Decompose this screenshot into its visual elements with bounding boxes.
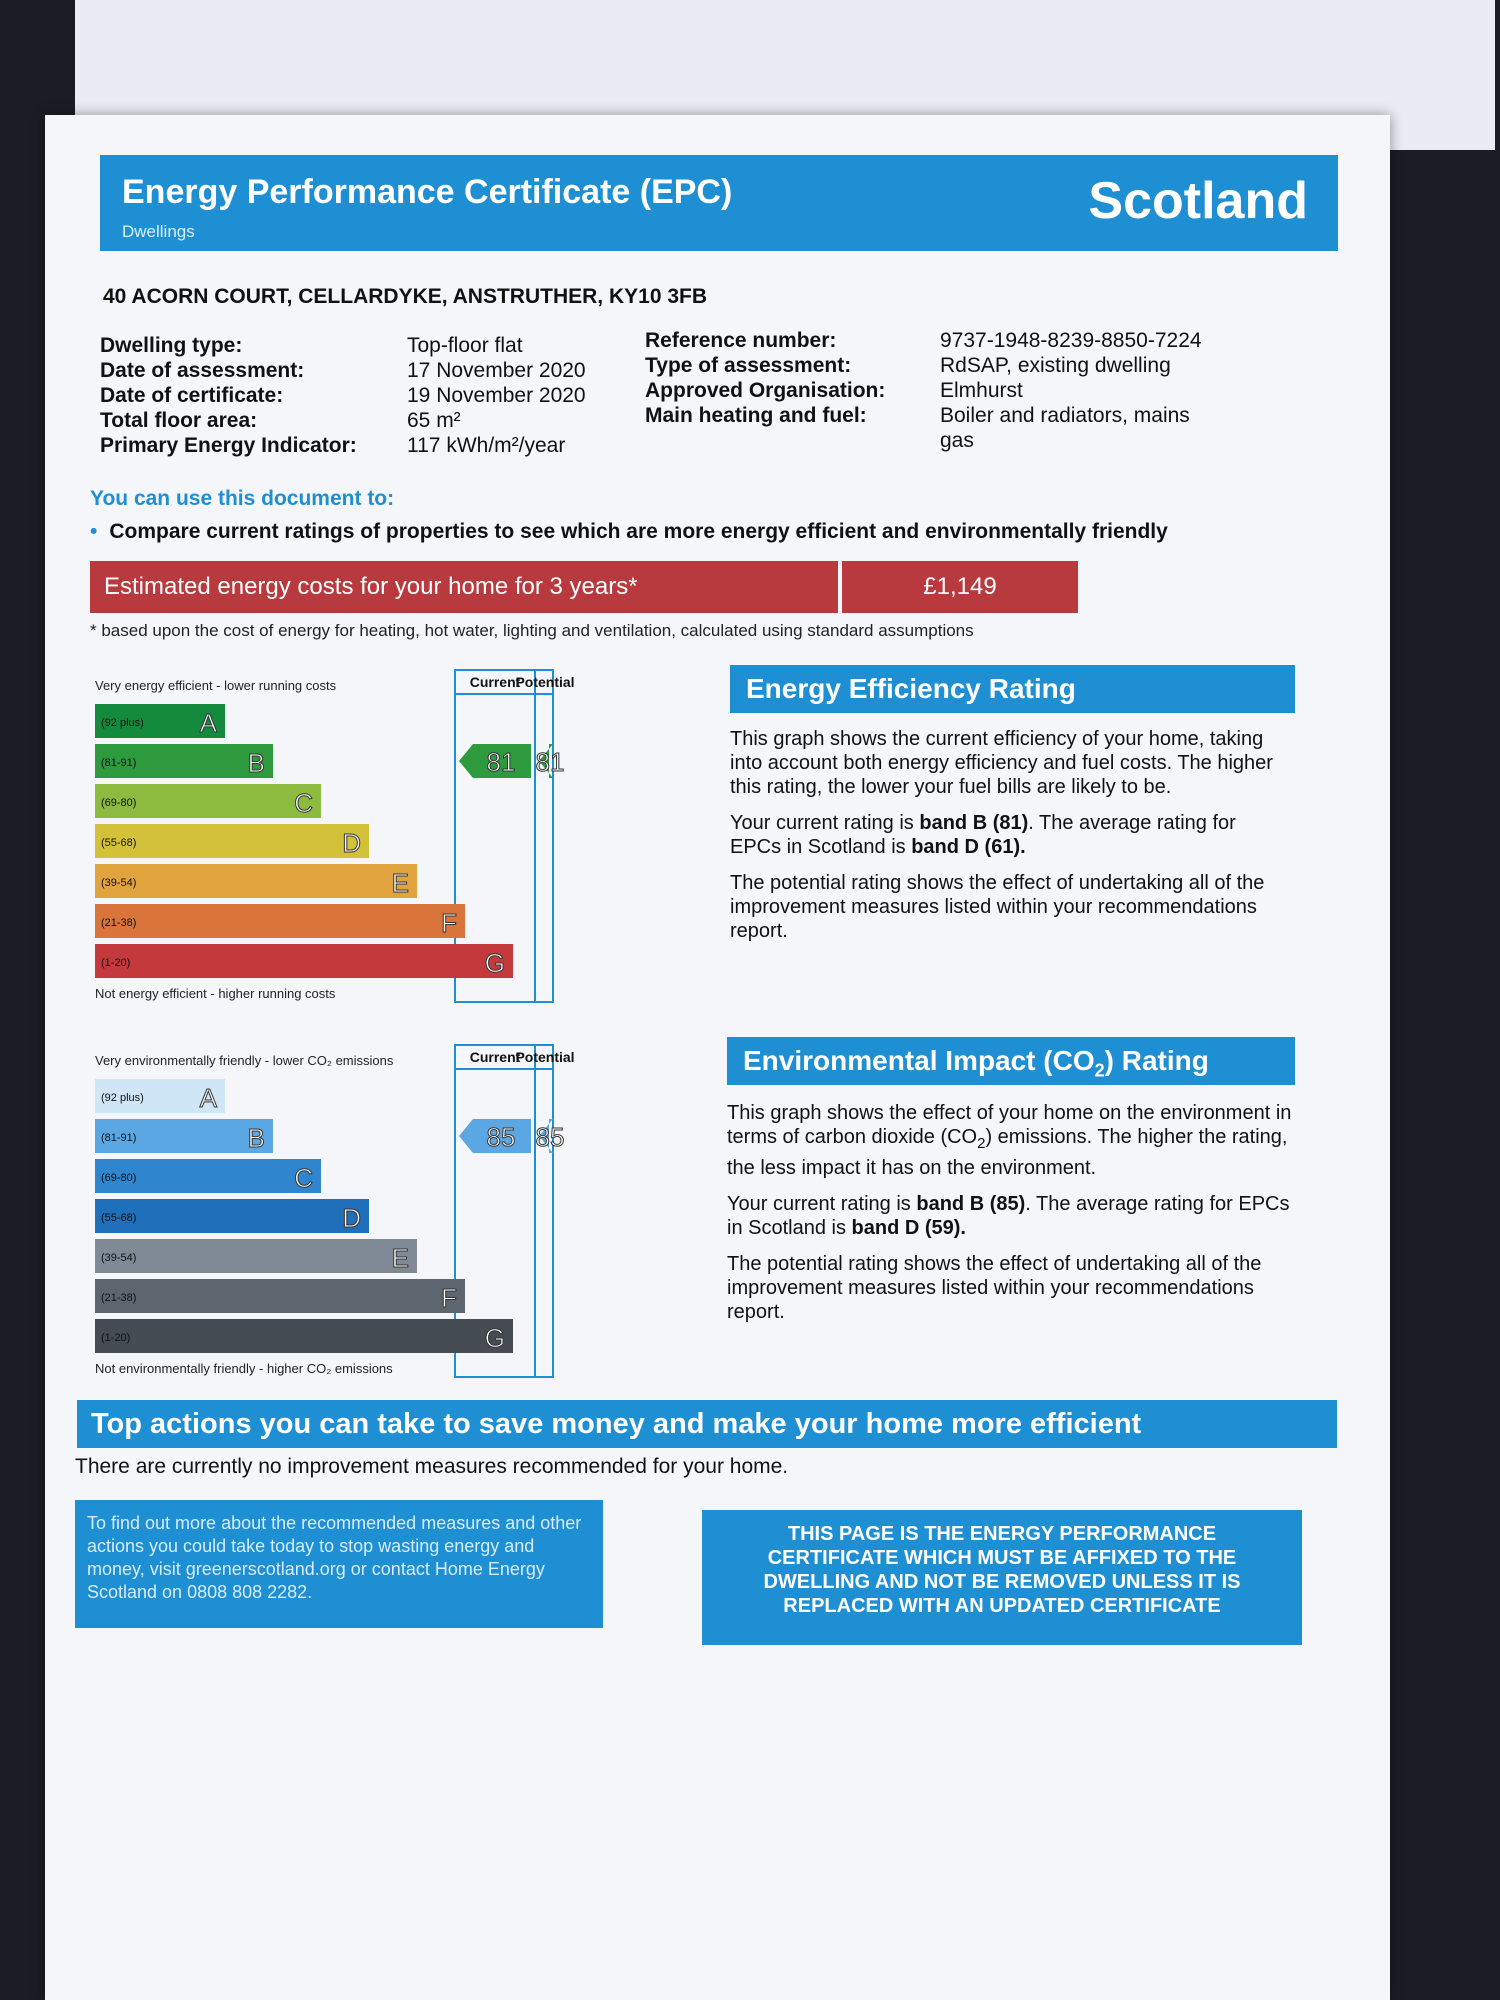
band-range-d: (55-68) [101,1212,137,1224]
environmental-impact-chart [85,1035,575,1385]
energy-efficiency-graph [85,660,575,1010]
approved-organisation-value: Elmhurst [940,379,1023,402]
bullet-icon: • [90,520,98,543]
chart-bottom-label: Not energy efficient - higher running costs [95,986,336,1001]
chart-bottom-label: Not environmentally friendly - higher CO₂ emissions [95,1361,393,1376]
band-bar-f [95,904,465,938]
band-range-b: (81-91) [101,1132,137,1144]
environmental-rating-text [727,1101,1292,1324]
band-letter-c: C [294,1163,313,1193]
region-label: Scotland [1088,172,1308,230]
dwelling-type-label: Dwelling type: [100,334,243,357]
assessment-date-value: 17 November 2020 [407,359,586,382]
reference-number-value: 9737-1948-8239-8850-7224 [940,329,1202,352]
band-letter-c: C [294,788,313,818]
band-range-g: (1-20) [101,957,131,969]
band-range-a: (92 plus) [101,1092,144,1104]
approved-organisation-label: Approved Organisation: [645,379,886,402]
chart-top-label: Very energy efficient - lower running costs [95,678,337,693]
band-range-e: (39-54) [101,877,137,889]
band-range-b: (81-91) [101,757,137,769]
document-subtitle: Dwellings [122,222,195,241]
environmental-rating-heading: Environmental Impact $(CO_2)$ Rating [727,1037,1295,1085]
primary-energy-value: 117 kWh/m²/year [407,434,566,457]
band-letter-b: B [247,748,265,778]
current-column-label: Current [469,1049,521,1065]
potential-rating-value: 85 [535,1122,565,1152]
heating-fuel-value-continued: gas [940,429,974,452]
environmental-rating-description: This graph shows the effect of your home on the environment in terms of carbon dioxide $(CO_2)$ emissions. The higher the rating, the less impact it has on the environment. [727,1102,1292,1179]
heating-fuel-label: Main heating and fuel: [645,404,867,427]
primary-energy-label: Primary Energy Indicator: [100,434,357,457]
assessment-date-label: Date of assessment: [100,359,305,382]
dwelling-facts-values [407,333,586,458]
band-letter-a: A [199,1083,217,1113]
usage-bullet [90,520,1168,544]
band-bar-g [95,944,513,978]
band-letter-e: E [391,868,409,898]
energy-rating-text [730,727,1290,943]
assessment-type-label: Type of assessment: [645,354,852,377]
band-letter-b: B [247,1123,265,1153]
assessment-facts-values [940,328,1202,453]
floor-area-value: 65 m² [407,409,461,432]
heating-fuel-value: Boiler and radiators, mains [940,404,1190,427]
energy-cost-bar [90,561,1078,613]
cost-footnote: * based upon the cost of energy for heating, hot water, lighting and ventilation, calculated using standard assumptions [90,621,974,640]
environmental-rating-current: Your current rating is band B (85). The average rating for EPCs in Scotland is band D (59). [727,1193,1290,1239]
top-actions-heading: Top actions you can take to save money and make your home more efficient [77,1400,1337,1448]
band-bar-g [95,1319,513,1353]
usage-bullet-text: Compare current ratings of properties to see which are more energy efficient and environmentally friendly [109,520,1168,543]
certificate-date-value: 19 November 2020 [407,384,586,407]
band-letter-d: D [342,1203,361,1233]
energy-rating-description: This graph shows the current efficiency of your home, taking into account both energy efficiency and fuel costs. The higher this rating, the lower your fuel bills are likely to be. [730,728,1273,798]
chart-top-label: Very environmentally friendly - lower CO₂ emissions [95,1053,394,1068]
band-letter-f: F [441,908,457,938]
current-column-label: Current [469,674,521,690]
reference-number-label: Reference number: [645,329,837,352]
band-bar-e [95,1239,417,1273]
dwelling-facts-labels [100,333,357,458]
band-letter-f: F [441,1283,457,1313]
band-range-f: (21-38) [101,917,137,929]
energy-rating-heading: Energy Efficiency Rating [730,665,1295,713]
usage-heading: You can use this document to: [90,487,395,510]
epc-header [100,155,1338,251]
property-address: 40 ACORN COURT, CELLARDYKE, ANSTRUTHER, KY10 3FB [103,285,708,308]
band-letter-g: G [484,1323,505,1353]
band-range-c: (69-80) [101,1172,137,1184]
band-letter-g: G [484,948,505,978]
document-title: Energy Performance Certificate (EPC) [122,173,733,211]
band-letter-d: D [342,828,361,858]
current-rating-value: 85 [486,1122,516,1152]
environmental-impact-graph [85,1035,575,1385]
energy-rating-potential: The potential rating shows the effect of undertaking all of the improvement measures listed within your recommendations report. [730,872,1265,942]
potential-column-label: Potential [515,674,575,690]
current-rating-value: 81 [486,747,516,777]
band-bar-f [95,1279,465,1313]
band-bar-e [95,864,417,898]
band-range-a: (92 plus) [101,717,144,729]
environmental-rating-potential: The potential rating shows the effect of undertaking all of the improvement measures listed within your recommendations report. [727,1253,1262,1323]
top-actions-text: There are currently no improvement measures recommended for your home. [75,1455,789,1478]
band-range-c: (69-80) [101,797,137,809]
certificate-date-label: Date of certificate: [100,384,284,407]
dwelling-type-value: Top-floor flat [407,334,523,357]
band-range-e: (39-54) [101,1252,137,1264]
floor-area-label: Total floor area: [100,409,258,432]
energy-efficiency-chart [85,660,575,1010]
potential-rating-value: 81 [535,747,565,777]
band-letter-e: E [391,1243,409,1273]
band-range-f: (21-38) [101,1292,137,1304]
band-letter-a: A [199,708,217,738]
assessment-type-value: RdSAP, existing dwelling [940,354,1171,377]
epc-document [45,115,1390,2000]
band-range-g: (1-20) [101,1332,131,1344]
energy-cost-value: £1,149 [842,561,1078,613]
affix-notice-box: THIS PAGE IS THE ENERGY PERFORMANCE CERTIFICATE WHICH MUST BE AFFIXED TO THE DWELLING AND NOT BE REMOVED UNLESS IT IS REPLACED WITH AN UPDATED CERTIFICATE [702,1510,1302,1645]
more-info-box: To find out more about the recommended measures and other actions you could take today to stop wasting energy and money, visit greenerscotland.org or contact Home Energy Scotland on 0808 808 2282. [75,1500,603,1628]
band-range-d: (55-68) [101,837,137,849]
assessment-facts-labels [645,328,885,428]
energy-cost-label: Estimated energy costs for your home for 3 years* [90,561,838,613]
energy-rating-current: Your current rating is band B (81). The average rating for EPCs in Scotland is band D (61). [730,812,1236,858]
potential-column-label: Potential [515,1049,575,1065]
